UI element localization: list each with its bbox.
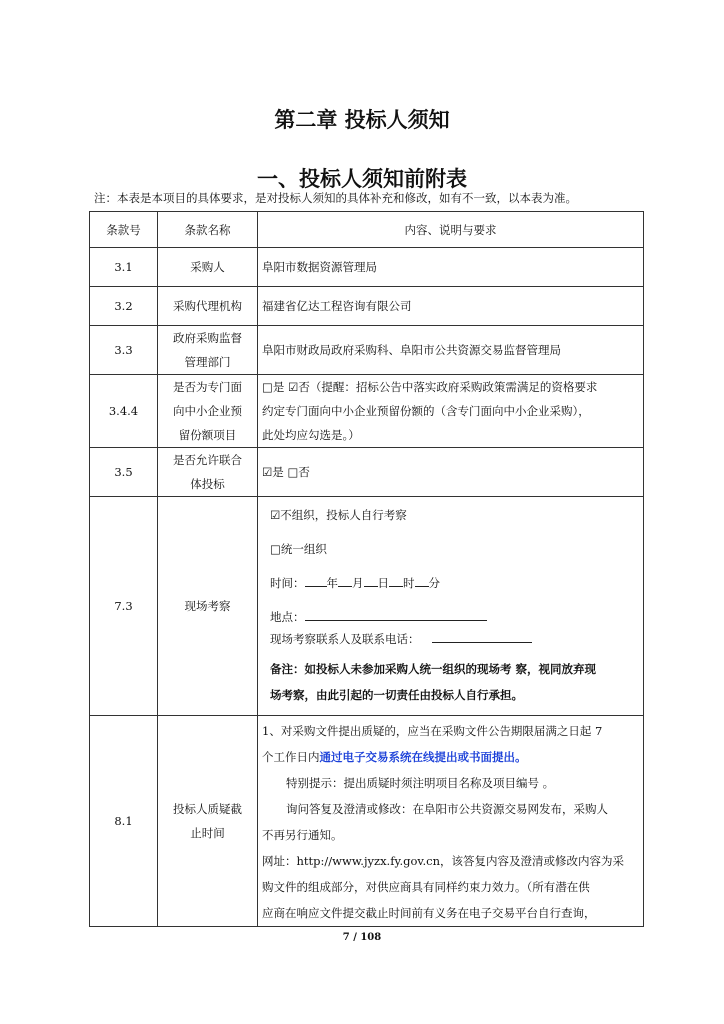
clause-content xyxy=(258,716,644,927)
content-text: 个工作日内 xyxy=(262,750,320,764)
clause-name: 采购人 xyxy=(158,248,258,287)
clause-no: 3.5 xyxy=(90,448,158,497)
table-row xyxy=(90,248,644,287)
content-line: 网址：http://www.jyzx.fy.gov.cn，该答复内容及澄清或修改内容为采 xyxy=(262,854,625,868)
visit-contact xyxy=(270,628,637,650)
place-blank xyxy=(305,607,487,621)
section-title: 一、投标人须知前附表 xyxy=(257,167,467,191)
table-header-row xyxy=(90,212,644,248)
clause-name xyxy=(158,716,258,927)
content-line: 此处均应勾选是。） xyxy=(262,428,360,442)
clause-name xyxy=(158,326,258,375)
day-blank xyxy=(364,573,378,587)
clause-no: 3.4.4 xyxy=(90,375,158,448)
clause-content: 福建省亿达工程咨询有限公司 xyxy=(258,287,644,326)
clause-name-line: 管理部门 xyxy=(184,355,231,369)
clause-name-line: 投标人质疑截 xyxy=(173,802,242,816)
table-row xyxy=(90,497,644,716)
clause-name-line: 留份额项目 xyxy=(178,428,237,442)
clause-name-line: 体投标 xyxy=(190,477,225,491)
header-content: 内容、说明与要求 xyxy=(258,212,644,248)
month-label: 月 xyxy=(352,576,364,590)
minute-label: 分 xyxy=(428,576,440,590)
clause-name-line: 是否允许联合 xyxy=(173,453,242,467)
table-row xyxy=(90,375,644,448)
chapter-title: 第二章 投标人须知 xyxy=(274,108,450,132)
month-blank xyxy=(338,573,352,587)
clause-no: 3.3 xyxy=(90,326,158,375)
content-line: 询问答复及澄清或修改：在阜阳市公共资源交易网发布，采购人 xyxy=(286,802,608,816)
content-line: 特别提示：提出质疑时须注明项目名称及项目编号 。 xyxy=(286,776,555,790)
clause-name-line: 向中小企业预 xyxy=(173,404,242,418)
clause-no: 7.3 xyxy=(90,497,158,716)
page-number: 7 / 108 xyxy=(342,932,382,943)
clause-content xyxy=(258,375,644,448)
table-row xyxy=(90,287,644,326)
visit-note-line: 备注：如投标人未参加采购人统一组织的现场考 察，视同放弃现 xyxy=(270,662,597,676)
clause-name xyxy=(158,375,258,448)
option-organize: □统一组织 xyxy=(270,542,327,556)
clause-name: 现场考察 xyxy=(158,497,258,716)
content-line: 约定专门面向中小企业预留份额的（含专门面向中小企业采购）， xyxy=(262,404,590,418)
header-clause-no: 条款号 xyxy=(90,212,158,248)
content-line: 购文件的组成部分，对供应商具有同样约束力效力。（所有潜在供 xyxy=(262,880,590,894)
content-line xyxy=(262,744,639,770)
content-line: 不再另行通知。 xyxy=(262,828,343,842)
visit-time xyxy=(270,572,637,594)
option-no-organize: ☑不组织，投标人自行考察 xyxy=(270,508,407,522)
time-label: 时间： xyxy=(270,576,305,590)
year-label: 年 xyxy=(326,576,338,590)
clause-content: 阜阳市数据资源管理局 xyxy=(258,248,644,287)
clause-content xyxy=(258,497,644,716)
clause-content: ☑是 □否 xyxy=(258,448,644,497)
clause-content: 阜阳市财政局政府采购科、阜阳市公共资源交易监督管理局 xyxy=(258,326,644,375)
table-row xyxy=(90,716,644,927)
year-blank xyxy=(305,573,327,587)
clause-no: 3.1 xyxy=(90,248,158,287)
contact-blank xyxy=(432,629,532,643)
clause-name-line: 政府采购监督 xyxy=(173,331,242,345)
table-note: 注：本表是本项目的具体要求，是对投标人须知的具体补充和修改，如有不一致，以本表为准。 xyxy=(94,191,577,205)
day-label: 日 xyxy=(377,576,389,590)
clause-name: 采购代理机构 xyxy=(158,287,258,326)
content-line: □是 ☑否（提醒：招标公告中落实政府采购政策需满足的资格要求 xyxy=(262,380,598,394)
content-line: 应商在响应文件提交截止时间前有义务在电子交易平台自行查询， xyxy=(262,906,596,920)
clause-name xyxy=(158,448,258,497)
header-clause-name: 条款名称 xyxy=(158,212,258,248)
clause-no: 8.1 xyxy=(90,716,158,927)
hour-blank xyxy=(389,573,403,587)
data-sheet-table xyxy=(89,211,644,927)
place-label: 地点： xyxy=(270,610,305,624)
clause-name-line: 是否为专门面 xyxy=(173,380,242,394)
minute-blank xyxy=(415,573,429,587)
table-row xyxy=(90,448,644,497)
visit-note-line: 场考察，由此引起的一切责任由投标人自行承担。 xyxy=(270,688,523,702)
contact-label: 现场考察联系人及联系电话： xyxy=(270,632,420,646)
clause-name-line: 止时间 xyxy=(190,826,225,840)
table-row xyxy=(90,326,644,375)
clause-no: 3.2 xyxy=(90,287,158,326)
highlight-text: 通过电子交易系统在线提出或书面提出。 xyxy=(319,750,527,764)
hour-label: 时 xyxy=(403,576,415,590)
visit-place xyxy=(270,606,637,628)
content-line: 1、对采购文件提出质疑的，应当在采购文件公告期限届满之日起 7 xyxy=(262,724,603,738)
